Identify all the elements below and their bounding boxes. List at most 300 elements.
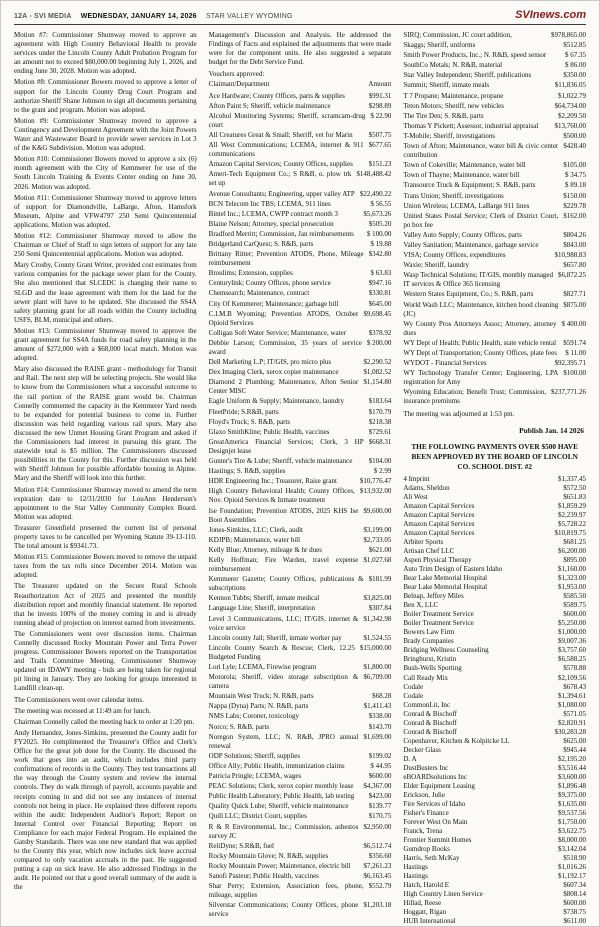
voucher-amount: $978,865.00 (551, 31, 587, 39)
voucher-entry (209, 269, 392, 278)
payee-name: Call Ready Mix (403, 673, 449, 682)
voucher-entry (403, 31, 586, 40)
payee-name: Hastings (403, 871, 428, 880)
voucher-amount: $ 2.99 (373, 467, 392, 476)
voucher-text: Trans Union; Sheriff, investigations (403, 191, 504, 200)
voucher-entry (209, 556, 392, 574)
minutes-paragraphs (14, 31, 197, 893)
voucher-amount: $512.85 (563, 41, 587, 50)
voucher-text: C.I.M.B Wyoming; Prevention ATODS, October Opioid Services (208, 309, 359, 327)
voucher-entry (209, 546, 392, 555)
minutes-paragraph: Motion #10: Commissioner Bowers moved to approve a six (6) month agreement with the City of Kemmerer for use of the South Lincoln Training & Events Center ending on June 30, 2026. Motion was adopted. (14, 155, 197, 191)
payment-amount: $1,016.26 (558, 862, 587, 871)
voucher-amount: $307.84 (368, 604, 392, 613)
voucher-text: ODP Solutions; Sheriff, supplies (208, 751, 301, 760)
school-payment-row (403, 899, 586, 908)
school-payment-row (403, 683, 586, 692)
voucher-text: PEAC Solutions; Clerk, xerox copier monthly lease (208, 782, 354, 791)
school-payment-row (403, 845, 586, 854)
voucher-amount: $ 67.35 (565, 51, 587, 60)
voucher-text: Noregon System, LLC; N. R&B, JPRO annual renewal (208, 732, 359, 750)
voucher-amount: $991.31 (368, 91, 392, 100)
voucher-text: Kennon Tubbs; Sheriff, inmate medical (208, 594, 320, 603)
voucher-amount: $804.26 (563, 230, 587, 239)
voucher-amount: $378.92 (368, 328, 392, 337)
adjourned-line: The meeting was adjourned at 1:53 pm. (403, 409, 515, 418)
voucher-amount: $9,600.00 (363, 506, 392, 515)
voucher-text: Town of Afton; Maintenance, water bill & civic center contribution (403, 142, 559, 160)
voucher-entry (209, 507, 392, 525)
school-payment-row (403, 890, 586, 899)
minutes-paragraph: Motion #14: Commissioner Shumway moved to amend the term expiration date to 12/31/2030 for LouAnn Henderson's appointment to the Star Valley Community Complex Board. Motion was adopted. (14, 485, 197, 521)
voucher-amount: $657.80 (563, 261, 587, 270)
voucher-amount: $143.70 (368, 722, 392, 731)
voucher-amount: $9,698.45 (363, 309, 392, 318)
payment-amount: $3,600.00 (558, 772, 587, 781)
voucher-amount: $428.40 (563, 142, 587, 151)
school-payment-row (403, 773, 586, 782)
school-payment-row (403, 646, 586, 655)
payment-amount: $578.88 (563, 664, 587, 673)
payee-name: Bringhurst, Kristin (403, 655, 457, 664)
payee-name: Amazon Capital Services (403, 529, 475, 538)
vouchers-header-amount: Amount (368, 80, 392, 89)
voucher-entry (209, 594, 392, 603)
payment-amount: $1,859.29 (558, 502, 587, 511)
voucher-amount: $1,342.98 (363, 614, 392, 623)
payee-name: Elder Equipment Leasing (403, 781, 475, 790)
minutes-paragraph: Mary also discussed the RAISE grant - methodology for Transit and Rail. The next step will be selecting projects. She would like to know from the Commissioners what a successful outcome to the rail portion of the RAISE grant would be. Chairman Connelly commented the capacity in the Kemmerer Yard needs to be expanded for potential business to come in. Further discussion was held regarding various rail spurs. Mary also discussed the new Unmet Housing Grant Program and asked if the Commissioners had interest in pursuing this grant. The statewide total is $5 million. The Commissioners discussed possibilities in the County for this. Further discussion was held with Sheriff Johnson for possible affordable housing in Alpine. Mary and the Sheriff will look into this further. (14, 365, 197, 483)
voucher-amount: $105.00 (563, 161, 587, 170)
school-payment-row (403, 529, 586, 538)
voucher-text: VISA; County Offices, expenditures (403, 251, 506, 260)
voucher-amount: $150.00 (563, 191, 587, 200)
payee-name: Bear Lake Memorial Hospital (403, 583, 488, 592)
voucher-entry (403, 339, 586, 348)
school-payment-row (403, 881, 586, 890)
voucher-entry (403, 202, 586, 211)
payee-name: Auto Trim Design of Eastern Idaho (403, 565, 503, 574)
minutes-paragraph: The Treasurer updated on the Secure Rural Schools Reauthorization Act of 2025 and presented the monthly distribution report and monthly financial statement. He reported that he invests 100% of the money coming in and is already running ahead of projection on interest earned from investments. (14, 582, 197, 627)
minutes-paragraph: Motion #13: Commissioner Shumway moved to approve the grant agreement for SS4A funds for road safety planning in the amount of $272,000 with a $68,000 local match. Motion was adopted. (14, 326, 197, 363)
voucher-amount: $1,022.79 (558, 91, 587, 100)
school-payment-row (403, 710, 586, 719)
voucher-text: Town of Cokeville; Maintenance, water bill (403, 161, 526, 170)
voucher-text: Valley Sanitation; Maintenance, garbage service (403, 240, 539, 249)
voucher-amount: $13,932.00 (359, 487, 392, 496)
voucher-text: Alcohol Monitoring Systems; Sheriff, scramcam-drug court (208, 111, 366, 129)
voucher-text: NMS Labs; Coroner, toxicology (208, 712, 299, 721)
voucher-amount: $139.77 (368, 802, 392, 811)
payment-amount: $1,750.00 (558, 817, 587, 826)
voucher-amount: $ 34.75 (565, 171, 587, 180)
voucher-entry (209, 673, 392, 691)
voucher-entry (209, 615, 392, 633)
voucher-text: KDJPB; Maintenance, water bill (208, 535, 301, 544)
voucher-amount: $170.79 (368, 407, 392, 416)
payee-name: Gumdrop Books (403, 844, 450, 853)
school-payment-row (403, 619, 586, 628)
voucher-text: Colligan Soft Water Service; Maintenance, water (208, 328, 346, 337)
voucher-amount: $356.60 (368, 851, 392, 860)
vouchers-list-1 (209, 92, 392, 920)
school-payment-row (403, 610, 586, 619)
voucher-text: City Of Kemmerer; Maintenance; garbage bill (208, 299, 339, 308)
voucher-entry (209, 663, 392, 672)
voucher-entry (209, 112, 392, 130)
payee-name: Ben X, LLC (403, 601, 439, 610)
voucher-text: All Creatures Great & Small; Sheriff, vet for Marin (208, 130, 353, 139)
payee-name: Artisan Chef LLC (403, 547, 455, 556)
school-payment-row (403, 511, 586, 520)
voucher-amount: $ 44.95 (370, 761, 392, 770)
voucher-text: Blaine Nelson; Attorney, special prosecution (208, 219, 334, 228)
payment-amount: $3,757.60 (558, 646, 587, 655)
school-payments-title: THE FOLLOWING PAYMENTS OVER $500 HAVE BEEN APPROVED BY THE BOARD OF LINCOLN CO. SCHOOL DIST. #2 (411, 442, 579, 471)
voucher-amount: $ 56.55 (370, 199, 392, 208)
payment-amount: $8,000.00 (558, 835, 587, 844)
voucher-text: Ameri-Tech Equipment Co.; S R&B, o. plow trk set up (208, 170, 352, 188)
payee-name: Erickson, Julie (403, 790, 445, 799)
voucher-text: BCN Telecom Inc TBS; LCEMA, 911 lines (208, 199, 331, 208)
payment-amount: $1,394.61 (558, 691, 587, 700)
school-payment-row (403, 502, 586, 511)
payment-amount: $9,007.36 (558, 637, 587, 646)
voucher-entry (209, 300, 392, 309)
voucher-text: Shar Perry; Extension, Association fees, phone, mileage, supplies (208, 882, 364, 900)
voucher-text: Afton Paint S; Sheriff, vehicle maintenance (208, 101, 331, 110)
voucher-text: Waxie; Sheriff, laundry (403, 261, 469, 270)
voucher-entry (209, 872, 392, 881)
voucher-text: WY Dept of Health; Public Health, state vehicle rental (403, 338, 557, 347)
voucher-entry (209, 812, 392, 821)
school-payment-row (403, 836, 586, 845)
voucher-amount: $330.81 (368, 289, 392, 298)
voucher-entry (209, 644, 392, 662)
school-payment-row (403, 592, 586, 601)
voucher-amount: $2,950.00 (363, 822, 392, 831)
voucher-entry (209, 702, 392, 711)
voucher-amount: $1,699.00 (363, 732, 392, 741)
voucher-amount: $68.28 (372, 692, 392, 701)
voucher-entry (209, 634, 392, 643)
school-payment-row (403, 737, 586, 746)
voucher-text: Lincoln county Jail; Sheriff, inmate worker pay (208, 633, 342, 642)
voucher-entry (403, 349, 586, 358)
voucher-text: Motorola; Sheriff, video storage subscription & camera (208, 673, 359, 691)
voucher-entry (403, 212, 586, 230)
payment-amount: $600.00 (563, 610, 587, 619)
voucher-entry (403, 320, 586, 338)
payee-name: Bowers Law Firm (403, 628, 455, 637)
voucher-entry (209, 92, 392, 101)
voucher-amount: $668.31 (368, 437, 392, 446)
voucher-entry (403, 41, 586, 50)
voucher-amount: $423.00 (368, 792, 392, 801)
voucher-text: Bridgerland CarQuest; S. R&B, parts (208, 239, 314, 248)
voucher-entry (209, 428, 392, 437)
voucher-text: Valley Auto Supply; County Offices, parts (403, 230, 522, 239)
voucher-amount: $22,490.22 (359, 189, 392, 198)
minutes-paragraph: Chairman Connelly called the meeting back to order at 1:20 pm. (14, 717, 195, 726)
voucher-entry (209, 733, 392, 751)
voucher-entry (209, 575, 392, 593)
voucher-amount: $151.23 (368, 160, 392, 169)
voucher-text: Brittany Ritter; Prevention ATODS, Phone, Mileage reimbursement (208, 250, 364, 268)
voucher-amount: $1,411.43 (363, 702, 392, 711)
voucher-text: WY Dept of Transportation; County Offices, plate fees (403, 349, 557, 357)
payment-amount: $895.00 (563, 556, 587, 565)
voucher-text: Broulims; Extension, supplies (208, 269, 293, 278)
voucher-amount: $183.64 (368, 397, 392, 406)
voucher-entry (403, 102, 586, 111)
voucher-entry (209, 279, 392, 288)
voucher-entry (403, 61, 586, 70)
column-1 (14, 31, 197, 917)
voucher-entry (209, 310, 392, 328)
voucher-text: All West Communications; LCEMA, internet & 911 communications (208, 141, 364, 159)
school-payments-list (403, 475, 586, 926)
voucher-amount: $591.74 (563, 338, 587, 347)
voucher-amount: $350.00 (563, 71, 587, 80)
voucher-amount: $338.00 (368, 712, 392, 721)
school-payment-row (403, 746, 586, 755)
voucher-amount: $229.78 (563, 201, 587, 210)
voucher-amount: $237,771.26 (551, 388, 587, 397)
voucher-text: Thomas Y Pickett; Assessor, industrial appraisal (403, 121, 539, 130)
voucher-text: Nappa (Dyna) Parts; N. R&B, parts (208, 702, 309, 711)
voucher-text: Star Valley Independent; Sheriff, publications (403, 71, 532, 80)
voucher-text: R & R Environmental, Inc.; Commission, asbestos survey JC (208, 822, 359, 840)
voucher-text: Town of Thayne; Maintenance, water bill (403, 171, 520, 180)
voucher-entry (403, 112, 586, 121)
voucher-entry (403, 192, 586, 201)
voucher-amount: $218.38 (368, 417, 392, 426)
voucher-text: Dell Marketing L.P; IT/GIS, pro micro plus (208, 358, 332, 367)
payee-name: Bridging Wellness Counseling (403, 646, 489, 655)
voucher-amount: $ 200.00 (366, 338, 392, 347)
payment-amount: $30,283.28 (554, 727, 587, 736)
voucher-text: Western States Equipment, Co.; S. R&B, parts (403, 290, 534, 299)
voucher-entry (209, 782, 392, 791)
voucher-text: Bradford Merritt; Commission, Jan reimbursements (208, 229, 354, 238)
minutes-paragraph: Motion #7: Commissioner Shumway moved to approve an agreement with High Country Behavioral Health to provide services under the Lincoln County Adult Probation Program for an amount not to exceed $80,000.00 beginning July 1, 2026, and ending June 30, 2028. Motion was adopted. (14, 31, 197, 76)
voucher-text: Wyoming Education; Benefit Trust; Commission, insurance premiums (403, 388, 547, 406)
school-payment-row (403, 637, 586, 646)
payment-amount: $625.00 (563, 736, 587, 745)
payee-name: Amazon Capital Services (403, 502, 475, 511)
payment-amount: $589.75 (563, 601, 587, 610)
voucher-amount: $104.00 (368, 457, 392, 466)
voucher-text: Ise Foundation; Prevention ATODS, 2025 KHS Ise Boot Assemblies (208, 506, 359, 524)
school-payment-row (403, 520, 586, 529)
voucher-entry (209, 762, 392, 771)
voucher-entry (403, 92, 586, 101)
voucher-text: Chemsearch; Maintenance, contract (208, 289, 310, 298)
voucher-text: HDR Engineering Inc.; Treasurer, Raise grant (208, 477, 337, 486)
voucher-text: Silverstar Communications; County Offices, phone service (208, 901, 359, 919)
masthead-date: WEDNESDAY, JANUARY 14, 2026 (80, 13, 197, 20)
payment-amount: $2,109.56 (558, 673, 587, 682)
school-payment-row (403, 493, 586, 502)
payee-name: Franck, Trena (403, 826, 443, 835)
voucher-entry (209, 772, 392, 781)
voucher-amount: $199.02 (368, 751, 392, 760)
voucher-amount: $2,290.52 (363, 358, 392, 367)
voucher-text: Public Health Laboratory; Public Health, lab testing (208, 792, 355, 801)
voucher-text: Lori Lyle; LCEMA, Firewise program (208, 663, 317, 671)
payee-name: Amazon Capital Services (403, 511, 475, 520)
voucher-amount: $1,524.55 (363, 633, 392, 642)
payment-amount: $651.83 (563, 493, 587, 502)
payee-name: Arbiter Sports (403, 538, 444, 547)
voucher-amount: $64,734.00 (554, 101, 587, 110)
voucher-entry (209, 842, 392, 851)
payment-amount: $10,819.75 (554, 529, 587, 538)
voucher-entry (209, 536, 392, 545)
payee-name: Boiler Treatment Service (403, 619, 474, 628)
payment-amount: $1,323.00 (558, 574, 587, 583)
voucher-text: T 7 Propane; Maintenance, propane (403, 91, 504, 100)
voucher-text: Sanofi Pasteur; Public Health, vaccines (208, 871, 319, 880)
payee-name: Fire Services of Idaho (403, 799, 466, 808)
payee-name: Frontier Summit Homes (403, 835, 472, 844)
school-payment-row (403, 827, 586, 836)
voucher-text: Summit; Sheriff, inmate meals (403, 81, 490, 90)
payee-name: Hastings (403, 862, 428, 871)
payee-name: Conrad & Bischoff (403, 709, 457, 718)
payee-name: High Country Linen Service (403, 889, 483, 898)
voucher-entry (209, 526, 392, 535)
voucher-entry (209, 200, 392, 209)
voucher-entry (403, 369, 586, 387)
payment-amount: $611.00 (563, 916, 587, 925)
voucher-amount: $1,082.52 (363, 368, 392, 377)
voucher-text: WYDOT - Financial Services (403, 359, 487, 368)
voucher-text: Teton Motors; Sheriff, new vehicles (403, 101, 505, 110)
voucher-entry (403, 71, 586, 80)
voucher-amount: $ 89.18 (565, 181, 587, 190)
voucher-amount: $1,800.00 (363, 663, 392, 671)
voucher-text: Mountain West Truck; N. R&B, parts (208, 692, 314, 701)
minutes-paragraph: The Commissioners went over discussion items. Chairman Connelly discussed Rocky Mountain Power and Terra Power progress. Commissioner Bowers reported on the Transportation and Trails Committee Meeting. Commissioner Shumway updated on IDAWY meeting - bids are being taken for regional pit lining in January. They are looking for groups interested in Landfill clean-up. (14, 629, 197, 693)
voucher-amount: $10,776.47 (359, 477, 392, 486)
voucher-entry (209, 358, 392, 367)
school-payment-row (403, 601, 586, 610)
voucher-amount: $342.80 (368, 250, 392, 259)
voucher-amount: $729.61 (368, 427, 392, 436)
voucher-entry (209, 752, 392, 761)
voucher-amount: $827.71 (563, 290, 587, 299)
payment-amount: $945.44 (563, 745, 587, 754)
payment-amount: $1,080.00 (558, 700, 587, 709)
voucher-amount: $7,261.23 (363, 861, 392, 870)
voucher-amount: $6,872.25 (558, 271, 587, 280)
voucher-amount: $ 400.00 (561, 319, 587, 328)
voucher-entry (209, 901, 392, 919)
voucher-amount: $947.16 (368, 279, 392, 288)
school-payment-row (403, 484, 586, 493)
masthead-website: SVInews.com (515, 9, 586, 21)
school-payment-row (403, 674, 586, 683)
payment-amount: $572.50 (563, 484, 587, 493)
payment-amount: $1,192.17 (558, 871, 587, 880)
voucher-amount: $875.00 (563, 300, 587, 309)
masthead (14, 9, 586, 25)
voucher-amount: $3,199.00 (363, 525, 392, 534)
voucher-text: Transource Truck & Equipment; S. R&B, parts (403, 181, 536, 190)
school-payment-row (403, 719, 586, 728)
voucher-entry (209, 467, 392, 476)
voucher-amount: $ 19.88 (370, 239, 392, 248)
payment-amount: $607.34 (563, 880, 587, 889)
payment-amount: $2,195.20 (558, 754, 587, 763)
voucher-entry (209, 852, 392, 861)
voucher-text: T-Mobile; Sheriff, investigations (403, 131, 495, 140)
voucher-amount: $92,395.71 (554, 359, 587, 368)
voucher-text: Skaggs; Sheriff, uniforms (403, 41, 476, 50)
voucher-amount: $ 22.90 (370, 111, 392, 120)
voucher-text: Smith Power Products, Inc.; N. R&B, speed sensor (403, 51, 547, 60)
payee-name: Adams, Sheldon (403, 484, 450, 493)
payee-name: HUB International (403, 916, 456, 925)
voucher-amount: $507.75 (368, 130, 392, 139)
voucher-entry (209, 170, 392, 188)
minutes-paragraph: Motion #11: Commissioner Shumway moved to approve letters of support for Diamondville, LaBarge, Afton, Hamsfork Museum, Alpine and VFW4797 250 Semi Quincentennial applications. Motion was adopted. (14, 193, 197, 229)
voucher-text: Ace Hardware; County Offices, parts & supplies (208, 91, 345, 100)
voucher-amount: $621.00 (368, 545, 392, 554)
payee-name: Hoggatt, Rigan (403, 907, 447, 916)
voucher-text: Rocky Mountain Glove; N. R&B, supplies (208, 851, 329, 860)
voucher-amount: $600.00 (368, 772, 392, 781)
voucher-text: Floyd's Truck; S. R&B, parts (208, 417, 291, 426)
voucher-text: Jones-Simkins, LLC; Clerk, audit (208, 525, 303, 534)
voucher-entry (209, 823, 392, 841)
voucher-entry (209, 882, 392, 900)
voucher-text: Amazon Capital Services; County Offices, supplies (208, 160, 353, 169)
voucher-amount: $6,163.45 (363, 871, 392, 880)
minutes-paragraph: The Commissioners went over calendar items. (14, 695, 144, 704)
voucher-amount: $505.20 (368, 219, 392, 228)
voucher-text: High Country Behavioral Health; County Offices, Nov. Opioid Services & Inmate treatment (208, 487, 355, 505)
voucher-entry (209, 190, 392, 199)
vouchers-list-2 (403, 31, 586, 407)
payment-amount: $6,588.25 (558, 655, 587, 664)
voucher-entry (209, 408, 392, 417)
voucher-entry (403, 81, 586, 90)
voucher-entry (209, 160, 392, 169)
voucher-entry (403, 271, 586, 289)
payment-amount: $518.90 (563, 853, 587, 862)
voucher-entry (403, 261, 586, 270)
vouchers-approved-label: Vouchers approved: (208, 70, 265, 79)
voucher-entry (209, 418, 392, 427)
school-payment-row (403, 782, 586, 791)
voucher-amount: $6,709.00 (363, 673, 392, 682)
voucher-text: Dex Imaging Clerk, xerox copier maintenance (208, 368, 339, 377)
voucher-amount: $ 63.83 (370, 269, 392, 278)
school-payment-row (403, 755, 586, 764)
voucher-amount: $170.75 (368, 812, 392, 821)
payee-name: Hatch, Harold E (403, 880, 450, 889)
voucher-amount: $2,209.50 (558, 111, 587, 120)
voucher-amount: $843.00 (563, 240, 587, 249)
voucher-entry (209, 329, 392, 338)
school-payment-row (403, 565, 586, 574)
voucher-amount: $500.00 (563, 131, 587, 140)
payment-amount: $2,239.97 (558, 511, 587, 520)
voucher-entry (403, 290, 586, 299)
